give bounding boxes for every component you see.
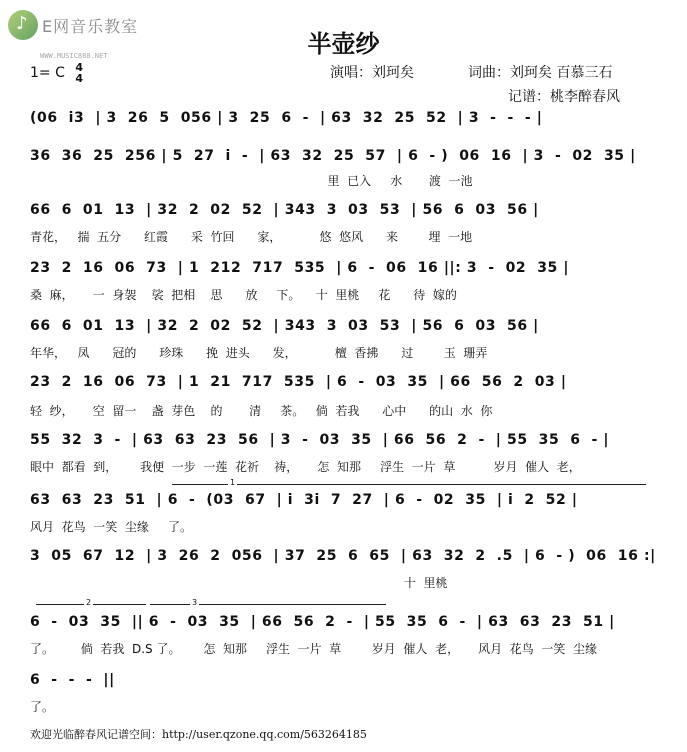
volta-bracket-1: 1 bbox=[172, 484, 646, 485]
score-row: 36 36 25 256 | 5 27 i - | 63 32 25 57 | 6 - ) 06 16 | 3 - 02 35 | bbox=[30, 148, 636, 164]
lyric-row: 风月 花鸟 一笑 尘缘 了。 bbox=[30, 520, 192, 534]
lyric-row: 里 已入 水 渡 一池 bbox=[30, 174, 473, 188]
volta-bracket-2: 2 bbox=[36, 604, 146, 605]
score-row: 63 63 23 51 | 6 - (03 67 | i 3i 7 27 | 6 - 02 35 | i 2 52 | bbox=[30, 492, 578, 508]
key-signature bbox=[30, 62, 83, 84]
score-row: 66 6 01 13 | 32 2 02 52 | 343 3 03 53 | 56 6 03 56 | bbox=[30, 202, 539, 218]
score-row: 23 2 16 06 73 | 1 21 717 535 | 6 - 03 35 | 66 56 2 03 | bbox=[30, 374, 567, 390]
lyric-row: 桑 麻， 一 身袈 裟 把相 思 放 下。 十 里桃 花 待 嫁的 bbox=[30, 288, 457, 302]
transcriber-credit: 记谱：桃李醉春风 bbox=[508, 89, 620, 105]
lyric-row: 了。 bbox=[30, 700, 55, 714]
lyric-row: 青花， 揣 五分 红霞 采 竹回 家， 悠 悠风 来 埋 一地 bbox=[30, 230, 473, 244]
score-row: 6 - 03 35 || 6 - 03 35 | 66 56 2 - | 55 35 6 - | 63 63 23 51 | bbox=[30, 614, 615, 630]
score-row: 6 - - - || bbox=[30, 672, 115, 688]
logo-text: E网音乐教室 bbox=[42, 16, 139, 36]
lyric-row: 年华， 凤 冠的 珍珠 挽 进头 发， 檀 香拂 过 玉 珊弄 bbox=[30, 346, 488, 360]
logo-url: WWW.MUSIC888.NET bbox=[40, 52, 108, 60]
writer-credit: 词曲：刘珂矣 百慕三石 bbox=[468, 65, 613, 81]
key-label: 1= C bbox=[30, 65, 65, 81]
score-row: 55 32 3 - | 63 63 23 56 | 3 - 03 35 | 66 56 2 - | 55 35 6 - | bbox=[30, 432, 610, 448]
lyric-row: 轻 纱， 空 留一 盏 芽色 的 清 茶。 倘 若我 心中 的山 水 你 bbox=[30, 404, 493, 418]
lyric-row: 了。 倘 若我 D.S 了。 怎 知那 浮生 一片 草 岁月 催人 老， 风月 花鸟 一笑 尘缘 bbox=[30, 642, 598, 656]
footer-link[interactable]: 欢迎光临醉春风记谱空间：http://user.qzone.qq.com/563264185 bbox=[30, 728, 367, 741]
lyric-row: 眼中 都看 到， 我便 一步 一莲 花祈 祷， 怎 知那 浮生 一片 草 岁月 催人 老， bbox=[30, 460, 581, 474]
song-title: 半壶纱 bbox=[307, 29, 380, 58]
lyric-row: 十 里桃 bbox=[30, 576, 448, 590]
score-row: 23 2 16 06 73 | 1 212 717 535 | 6 - 06 16 ||: 3 - 02 35 | bbox=[30, 260, 570, 276]
score-row: 3 05 67 12 | 3 26 2 056 | 37 25 6 65 | 63 32 2 .5 | 6 - ) 06 16 :| bbox=[30, 548, 656, 564]
score-row: (06 i3 | 3 26 5 056 | 3 25 6 - | 63 32 25 52 | 3 - - - | bbox=[30, 110, 543, 126]
singer-credit: 演唱：刘珂矣 bbox=[330, 65, 414, 81]
score-row: 66 6 01 13 | 32 2 02 52 | 343 3 03 53 | 56 6 03 56 | bbox=[30, 318, 539, 334]
time-signature: 4 4 bbox=[75, 61, 83, 85]
volta-bracket-3: 3 bbox=[150, 604, 386, 605]
